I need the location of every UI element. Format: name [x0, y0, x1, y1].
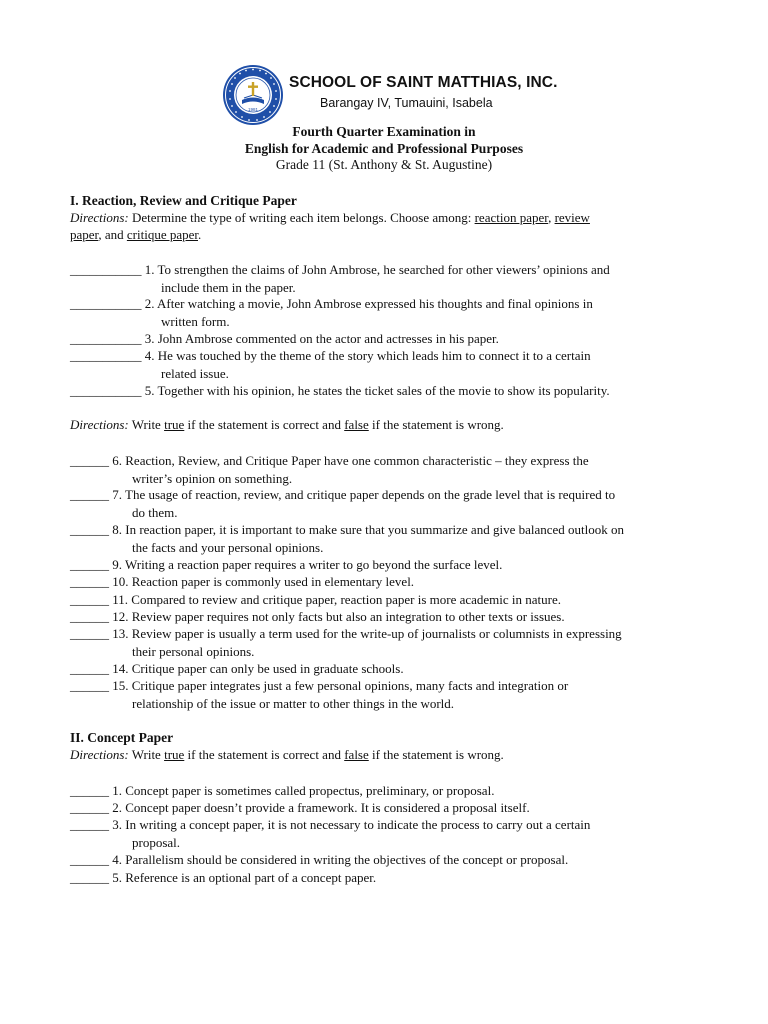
answer-blank: ______ [70, 557, 109, 572]
section1-heading: I. Reaction, Review and Critique Paper [70, 193, 297, 208]
option-critique-paper: critique paper [126, 227, 198, 242]
school-name: SCHOOL OF SAINT MATTHIAS, INC. [289, 74, 558, 91]
answer-blank: ______ [70, 800, 109, 815]
s1-item-5: ___________ 5. Together with his opinion, he states the ticket sales of the movie to show its popularity. [70, 383, 610, 398]
answer-blank: ___________ [70, 262, 142, 277]
directions-lead: Directions: [70, 417, 129, 432]
answer-blank: ______ [70, 592, 109, 607]
answer-blank: ______ [70, 626, 109, 641]
option-review-paper-cont: paper [70, 227, 99, 242]
false-word: false [344, 747, 369, 762]
option-reaction-paper: reaction paper [474, 210, 549, 225]
s1-item-9: ______ 9. Writing a reaction paper requires a writer to go beyond the surface level. [70, 557, 503, 572]
directions-lead: Directions: [70, 210, 129, 225]
s1-item-11: ______ 11. Compared to review and critique paper, reaction paper is more academic in nature. [70, 592, 562, 607]
answer-blank: ______ [70, 487, 109, 502]
s1-item-10: ______ 10. Reaction paper is commonly used in elementary level. [70, 574, 415, 589]
answer-blank: ______ [70, 453, 109, 468]
answer-blank: ______ [70, 574, 109, 589]
exam-title-line2: English for Academic and Professional Purposes [244, 141, 524, 156]
s1-item-15: ______ 15. Critique paper integrates just a few personal opinions, many facts and integration or relationship of the issue or matter to other things in the world. [70, 678, 569, 711]
answer-blank: ______ [70, 852, 109, 867]
s1-item-13: ______ 13. Review paper is usually a term used for the write-up of journalists or columnists in expressing their personal opinions. [70, 626, 622, 659]
s1-item-2: ___________ 2. After watching a movie, John Ambrose expressed his thoughts and final opinions in written form. [70, 296, 593, 329]
s1-item-12: ______ 12. Review paper requires not only facts but also an integration to other texts or issues. [70, 609, 565, 624]
seal-year: 1981 [247, 107, 259, 112]
s1-item-1: ___________ 1. To strengthen the claims of John Ambrose, he searched for other viewers’ opinions and include them in the paper. [70, 262, 610, 295]
s1-item-14: ______ 14. Critique paper can only be used in graduate schools. [70, 661, 404, 676]
section1-directions: Directions: Determine the type of writing each item belongs. Choose among: reaction paper, review paper, and critique paper. [70, 210, 590, 242]
answer-blank: ___________ [70, 348, 142, 363]
true-word: true [164, 747, 185, 762]
s1-item-6: ______ 6. Reaction, Review, and Critique Paper have one common characteristic – they express the writer’s opinion on something. [70, 453, 589, 486]
s2-item-1: ______ 1. Concept paper is sometimes called propectus, preliminary, or proposal. [70, 783, 495, 798]
s1-item-7: ______ 7. The usage of reaction, review, and critique paper depends on the grade level that is required to do them. [70, 487, 616, 520]
s2-item-2: ______ 2. Concept paper doesn’t provide a framework. It is considered a proposal itself. [70, 800, 530, 815]
answer-blank: ______ [70, 609, 109, 624]
s1-item-4: ___________ 4. He was touched by the theme of the story which leads him to connect it to a certain related issue. [70, 348, 591, 381]
answer-blank: ______ [70, 522, 109, 537]
section2-heading: II. Concept Paper [70, 730, 174, 745]
s2-item-5: ______ 5. Reference is an optional part of a concept paper. [70, 870, 377, 885]
true-word: true [164, 417, 185, 432]
answer-blank: ___________ [70, 296, 142, 311]
s1-item-8: ______ 8. In reaction paper, it is important to make sure that you summarize and give balanced outlook on the facts and your personal opinions. [70, 522, 624, 555]
answer-blank: ______ [70, 870, 109, 885]
false-word: false [344, 417, 369, 432]
answer-blank: ______ [70, 783, 109, 798]
answer-blank: ___________ [70, 383, 142, 398]
section1-directions-2: Directions: Write true if the statement is correct and false if the statement is wrong. [70, 417, 504, 432]
section2-directions: Directions: Write true if the statement is correct and false if the statement is wrong. [70, 747, 504, 762]
s2-item-4: ______ 4. Parallelism should be considered in writing the objectives of the concept or proposal. [70, 852, 569, 867]
exam-title-line1: Fourth Quarter Examination in [292, 124, 476, 139]
answer-blank: ______ [70, 817, 109, 832]
school-address: Barangay IV, Tumauini, Isabela [320, 96, 493, 110]
school-seal-logo [222, 64, 284, 126]
answer-blank: ___________ [70, 331, 142, 346]
answer-blank: ______ [70, 661, 109, 676]
exam-grade-line: Grade 11 (St. Anthony & St. Augustine) [275, 157, 493, 172]
directions-lead: Directions: [70, 747, 129, 762]
s2-item-3: ______ 3. In writing a concept paper, it is not necessary to indicate the process to carry out a certain proposal. [70, 817, 591, 850]
answer-blank: ______ [70, 678, 109, 693]
option-review-paper: review [554, 210, 590, 225]
s1-item-3: ___________ 3. John Ambrose commented on the actor and actresses in his paper. [70, 331, 499, 346]
